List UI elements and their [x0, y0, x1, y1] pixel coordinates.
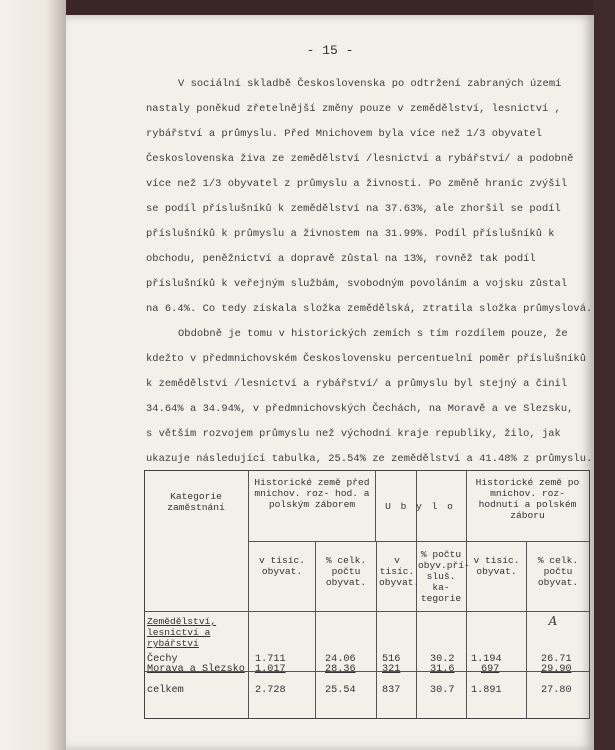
- cell-value: 321: [382, 664, 401, 675]
- row-name: Morava a Slezsko: [147, 664, 245, 675]
- text-line: k zemědělství /lesnictví a rybářství/ a průmyslu byl stejný a činil: [146, 378, 568, 390]
- cell-value: 837: [382, 685, 401, 696]
- subheader-thousands: v tisíc. obyvat.: [258, 555, 306, 577]
- header-decreased: U b y l o: [385, 501, 455, 512]
- cell-value: 31.6: [430, 664, 455, 675]
- text-line: Obdobně je tomu v historických zemích s tím rozdílem pouze, že: [178, 328, 568, 340]
- text-line: příslušníků k veřejným službám, svobodným povoláním a vojsku zůstal: [146, 278, 568, 290]
- cell-value: 24.06: [325, 654, 356, 665]
- cell-value: 29.90: [541, 664, 572, 675]
- cell-value: 516: [382, 654, 401, 665]
- handwritten-annotation: A: [548, 614, 558, 628]
- text-line: V sociální skladbě Československa po odtržení zabraných území: [178, 78, 562, 90]
- subheader-thousands: v tisíc. obyvat.: [473, 555, 520, 577]
- row-name: Čechy: [147, 654, 178, 665]
- text-line: se podíl příslušníků k zemědělství na 37.63%, ale zhoršil se podíl: [146, 203, 561, 215]
- cell-value: 1.017: [255, 664, 286, 675]
- cell-value: 25.54: [325, 685, 356, 696]
- subheader-thousands: v tisíc. obyvat.: [379, 555, 420, 588]
- page-number: - 15 -: [306, 43, 354, 58]
- text-line: nastaly poněkud zřetelnější změny pouze v zemědělství, lesnictví ,: [146, 103, 561, 115]
- text-line: více než 1/3 obyvatel z průmyslu a živnosti. Po změně hranic zvýšil: [146, 178, 568, 190]
- header-historic-after: Historické země po mnichov. roz- hodnutí a polském záboru: [475, 477, 580, 521]
- cell-value: 1.891: [471, 685, 502, 696]
- data-table: [144, 470, 590, 719]
- text-line: obchodu, peněžnictví a dopravě zůstal na 13%, rovněž tak podíl: [146, 253, 536, 265]
- row-name: celkem: [147, 685, 184, 696]
- text-line: rybářství a průmyslu. Před Mnichovem byla více než 1/3 obyvatel: [146, 128, 542, 140]
- text-line: příslušníků k průmyslu a živnostem na 31.99%. Podíl příslušníků k: [146, 228, 555, 240]
- cell-value: 1.194: [471, 654, 502, 665]
- subheader-pct-count: % počtu obyv.pří- sluš. ka- tegorie: [418, 549, 470, 604]
- text-line: s větším rozvojem průmyslu než východní kraje republiky, žilo, jak: [146, 428, 561, 440]
- subheader-pct-total: % celk. počtu obyvat.: [537, 555, 579, 588]
- cell-value: 2.728: [255, 685, 286, 696]
- cell-value: 697: [481, 664, 500, 675]
- header-category: Kategorie zaměstnání: [167, 491, 225, 513]
- left-page-edge: [0, 0, 66, 750]
- document-page: [66, 15, 594, 750]
- header-historic-before: Historické země před mnichov. roz- hod. a polským záborem: [254, 477, 370, 510]
- cell-value: 28.36: [325, 664, 356, 675]
- book-cover-edge: [593, 0, 615, 750]
- cell-value: 30.7: [430, 685, 455, 696]
- category-label: Zemědělství, lesnictví a rybářství: [147, 616, 217, 649]
- text-line: ukazuje následující tabulka, 25.54% ze zemědělství a 41.48% z průmyslu.: [146, 453, 593, 465]
- text-line: na 6.4%. Co tedy získala složka zemědělská, ztratila složka průmyslová.: [146, 303, 593, 315]
- cell-value: 30.2: [430, 654, 455, 665]
- cell-value: 27.80: [541, 685, 572, 696]
- text-line: Československa živa ze zemědělství /lesnictví a rybářství/ a podobně: [146, 153, 574, 165]
- subheader-pct-total: % celk. počtu obyvat.: [325, 555, 367, 588]
- text-line: 34.64% a 34.94%, v předmnichovských Čechách, na Moravě a ve Slezsku,: [146, 403, 574, 415]
- text-line: kdežto v předmnichovském Československu percentuelní poměr příslušníků: [146, 353, 586, 365]
- cell-value: 1.711: [255, 654, 286, 665]
- cell-value: 26.71: [541, 654, 572, 665]
